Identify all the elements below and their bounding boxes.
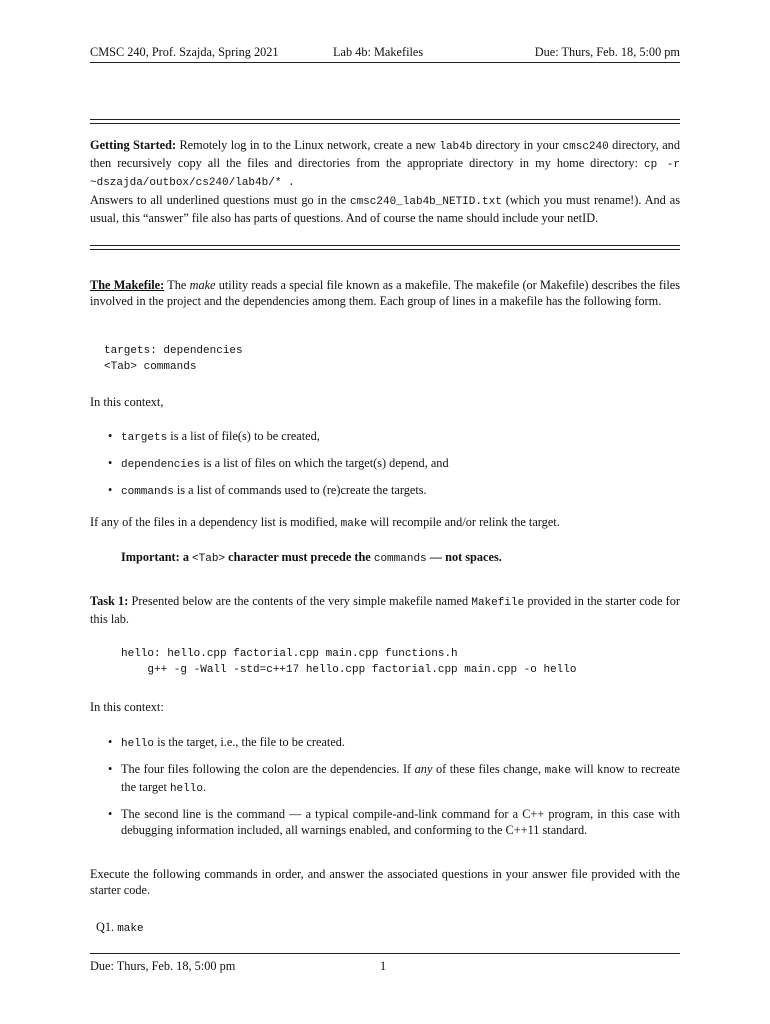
recompile-text-2: will recompile and/or relink the target.	[367, 515, 560, 529]
context-label-1: In this context,	[90, 395, 164, 409]
top-double-rule	[90, 119, 680, 124]
getting-started-text-1: Remotely log in to the Linux network, create a new	[176, 138, 440, 152]
header-lab-title: Lab 4b: Makefiles	[333, 45, 424, 59]
copy-command: cp -r ~dszajda/outbox/cs240/lab4b/* .	[90, 159, 680, 189]
important-text-1: Important: a	[121, 550, 193, 564]
q1-label: Q1.	[96, 920, 115, 934]
list-item	[108, 806, 680, 838]
makefile-name: Makefile	[471, 597, 525, 609]
recompile-make: make	[340, 518, 368, 530]
answers-text-1: Answers to all underlined questions must go in the	[90, 193, 350, 207]
make-word: make	[189, 278, 216, 292]
term-dependencies: dependencies	[121, 459, 201, 471]
deps-any: any	[414, 762, 433, 776]
makefile-form-line-2: <Tab> commands	[104, 361, 197, 373]
footer-due-date: Due: Thurs, Feb. 18, 5:00 pm	[90, 959, 236, 973]
important-tab: <Tab>	[192, 553, 226, 565]
recompile-text-1: If any of the files in a dependency list is modified,	[90, 515, 341, 529]
page-header	[90, 44, 680, 62]
list-item	[108, 761, 680, 797]
q1-command: make	[117, 923, 144, 935]
execute-paragraph: Execute the following commands in order, and answer the associated questions in your answer file provided with the starter code.	[90, 867, 680, 897]
makefile-form-line-1: targets: dependencies	[104, 345, 243, 357]
task1-text-1: Presented below are the contents of the very simple makefile named	[128, 594, 472, 608]
task1-paragraph	[90, 593, 680, 627]
lab-dir-name: lab4b	[439, 141, 473, 153]
makefile-terms-list	[108, 428, 680, 509]
getting-started-text-3: directory, and then recursively copy all the files and directories from the appropriate directory in my home directory:	[90, 138, 680, 170]
question-q1	[96, 919, 144, 937]
term-commands: commands	[121, 486, 174, 498]
deps-text-3: will know to recreate the target	[121, 762, 680, 794]
header-due-date: Due: Thurs, Feb. 18, 5:00 pm	[534, 45, 680, 59]
makefile-heading: The Makefile:	[90, 278, 165, 292]
important-note	[121, 549, 680, 567]
getting-started-heading: Getting Started:	[90, 138, 177, 152]
list-item	[108, 428, 680, 446]
bottom-double-rule	[90, 245, 680, 250]
answers-text-2: (which you must rename!). And as usual, this “answer” file also has parts of questions. And of course the name should include your netID.	[90, 193, 680, 225]
important-text-2: character must precede the	[225, 550, 374, 564]
getting-started-paragraph	[90, 137, 680, 191]
list-item	[108, 734, 680, 752]
recompile-paragraph	[90, 514, 680, 532]
list-item	[108, 455, 680, 473]
makefile-text-2: utility reads a special file known as a makefile. The makefile (or Makefile) describes the files involved in the project and the dependencies among them. Each group of lines in a makefile has the following form.	[90, 278, 681, 308]
task1-heading: Task 1:	[90, 594, 129, 608]
makefile-intro-paragraph	[90, 277, 680, 309]
footer-rule	[90, 953, 680, 954]
parent-dir-name: cmsc240	[562, 141, 609, 153]
important-text-3: — not spaces.	[426, 550, 502, 564]
getting-started-text-2: directory in your	[472, 138, 563, 152]
deps-text-2: of these files change,	[432, 762, 545, 776]
list-item	[108, 482, 680, 500]
term-dependencies-desc: is a list of files on which the target(s) depend, and	[200, 456, 449, 470]
target-hello-desc: is the target, i.e., the file to be created.	[154, 735, 345, 749]
answer-file-name: cmsc240_lab4b_NETID.txt	[349, 196, 502, 208]
term-targets: targets	[121, 432, 168, 444]
deps-make: make	[544, 765, 571, 777]
term-targets-desc: is a list of file(s) to be created,	[167, 429, 320, 443]
task1-explanations-list	[108, 734, 680, 847]
context-label-2: In this context:	[90, 700, 164, 714]
header-rule	[90, 62, 680, 63]
important-commands: commands	[373, 553, 427, 565]
page-number: 1	[380, 959, 387, 973]
header-course: CMSC 240, Prof. Szajda, Spring 2021	[90, 45, 279, 59]
command-desc: The second line is the command — a typical compile-and-link command for a C++ program, in this case with debugging information included, all warnings enabled, and conforming to the C++11 standard.	[121, 807, 680, 837]
task1-code-line-2: g++ -g -Wall -std=c++17 hello.cpp factorial.cpp main.cpp -o hello	[121, 664, 577, 676]
deps-text-4: .	[202, 780, 207, 794]
answers-paragraph	[90, 192, 680, 226]
task1-text-2: provided in the starter code for this lab.	[90, 594, 680, 626]
deps-text-1: The four files following the colon are the dependencies. If	[121, 762, 415, 776]
task1-code-line-1: hello: hello.cpp factorial.cpp main.cpp functions.h	[121, 648, 458, 660]
deps-hello: hello	[169, 783, 203, 795]
makefile-text-1: The	[164, 278, 190, 292]
target-hello: hello	[121, 738, 155, 750]
term-commands-desc: is a list of commands used to (re)create the targets.	[173, 483, 427, 497]
